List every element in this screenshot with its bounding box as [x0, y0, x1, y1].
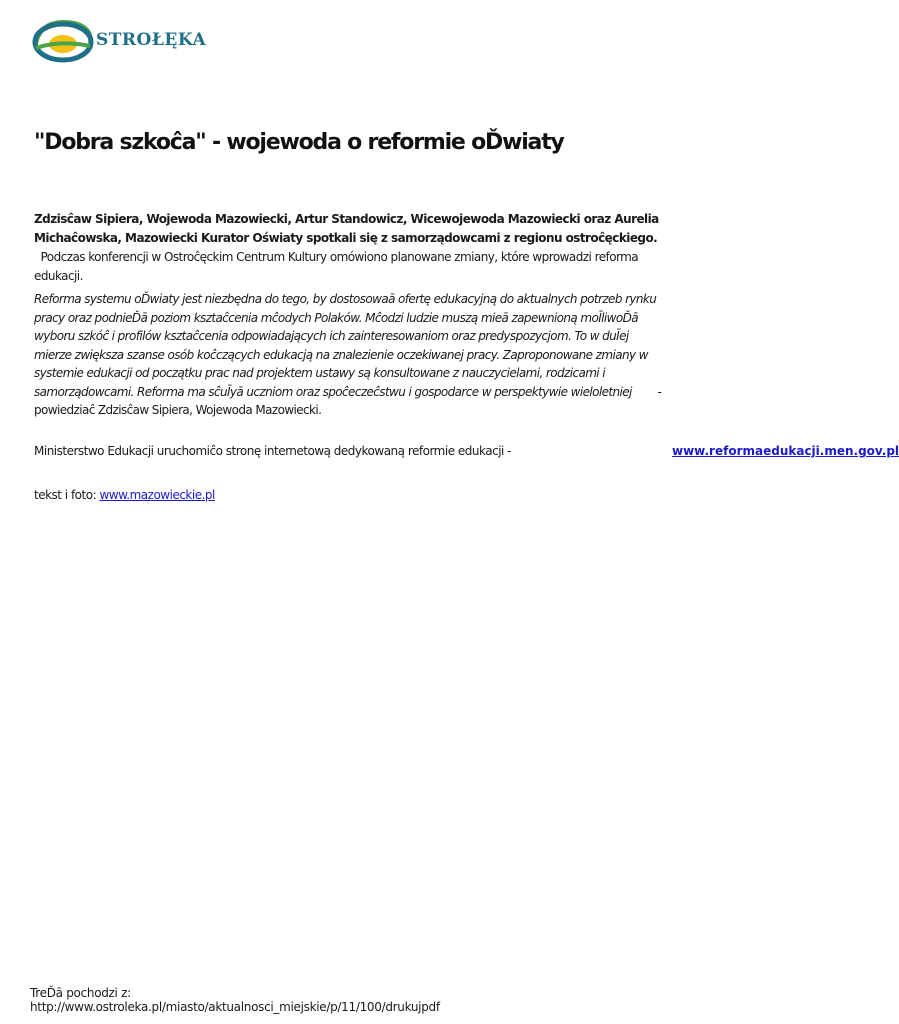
quote-attribution: - powiedziaĉ Zdzisĉaw Sipiera, Wojewoda Mazowiecki. — [34, 384, 662, 417]
lead-bold-text: Zdzisĉaw Sipiera, Wojewoda Mazowiecki, Artur Standowicz, Wicewojewoda Mazowiecki oraz Aurelia Michaĉowska, Mazowiecki Kurator Oświaty spotkali się z samorządowcami z regionu ostroĉęckiego. — [34, 212, 659, 245]
ostroleka-logo — [30, 14, 207, 64]
article-quote — [34, 290, 664, 420]
page-footer — [30, 986, 440, 1014]
footer-source-label: TreĎā pochodzi z: — [30, 986, 131, 1000]
ministry-paragraph: Ministerstwo Edukacji uruchomiĉo stronę internetową dedykowaną reformie edukacji - — [34, 444, 512, 458]
article-title: "Dobra szkoĉa" - wojewoda o reformie oĎwiaty — [34, 130, 564, 155]
reform-website-link[interactable]: www.reformaedukacji.men.gov.pl — [672, 444, 899, 458]
logo-text: STROŁĘKA — [96, 30, 207, 50]
footer-source-url: http://www.ostroleka.pl/miasto/aktualnosci_miejskie/p/11/100/drukujpdf — [30, 1000, 440, 1014]
article-lead — [34, 210, 664, 286]
lead-normal-text: Podczas konferencji w Ostroĉęckim Centrum Kultury omówiono planowane zmiany, które wprowadzi reforma edukacji. — [34, 250, 639, 283]
photo-credit-label: tekst i foto: — [34, 488, 97, 502]
photo-credit — [34, 488, 215, 502]
mazowieckie-link[interactable]: www.mazowieckie.pl — [99, 488, 215, 502]
logo-o-icon — [30, 14, 100, 64]
quote-italic-text: Reforma systemu oĎwiaty jest niezbędna do tego, by dostosowaā ofertę edukacyjną do aktualnych potrzeb rynku pracy oraz podnieĎā poziom ksztaĉcenia mĉodych Polaków. Mĉodzi ludzie muszą mieā zapewnioną moĪliwoĎā wyboru szkóĉ i profilów ksztaĉcenia odpowiadających ich zainteresowaniom oraz predyspozycjom. To w duĪej mierze zwiększa szanse osób koĉczących edukacją na znalezienie oczekiwanej pracy. Zaproponowane zmiany w systemie edukacji od początku prac nad projektem ustawy są konsultowane z nauczycielami, rodzicami i samorządowcami. Reforma ma sĉuĪyā uczniom oraz spoĉeczeĉstwu i gospodarce w perspektywie wieloletniej — [34, 292, 657, 399]
